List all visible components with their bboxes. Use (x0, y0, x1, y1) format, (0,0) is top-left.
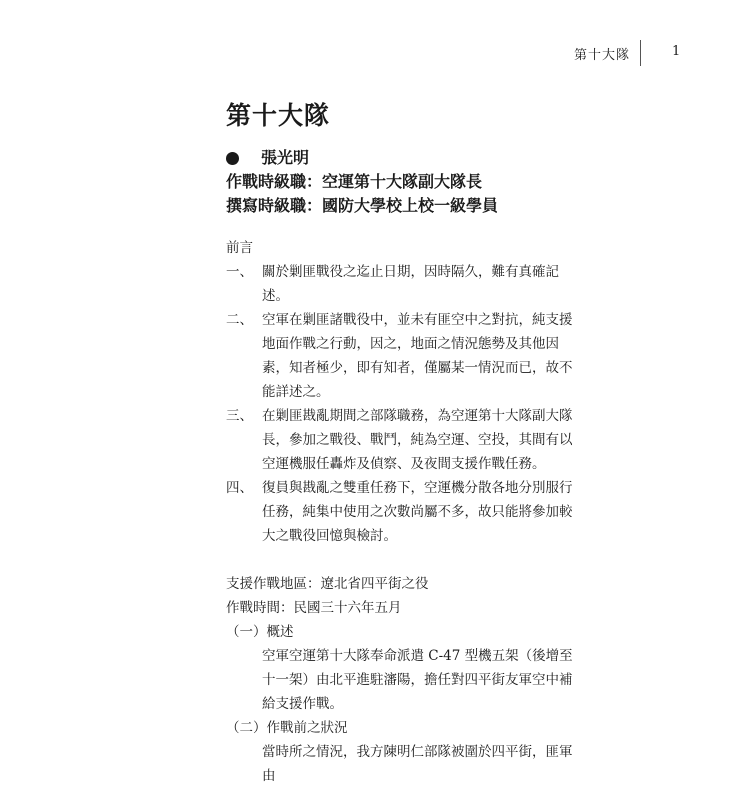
section-spacer (226, 548, 576, 572)
running-head-title: 第十大隊 (573, 48, 630, 63)
section-body: 當時所之情況，我方陳明仁部隊被圍於四平街，匪軍由 (262, 744, 573, 784)
section-body: 空軍空運第十大隊奉命派遣 C-47 型機五架（後增至十一架）由北平進駐瀋陽，擔任對四平街友軍空中補給支援作戰。 (262, 648, 573, 712)
operation-time: 作戰時間：民國三十六年五月 (226, 600, 402, 616)
author-block (226, 146, 498, 218)
item-text: 復員與戡亂之雙重任務下，空運機分散各地分別服行任務，純集中使用之次數尚屬不多，故只能將參加較大之戰役回憶與檢討。 (262, 480, 573, 544)
section-heading: （一）概述 (226, 624, 294, 640)
item-marker: 四、 (226, 480, 253, 496)
preface-item (226, 260, 576, 308)
item-marker: 三、 (226, 408, 253, 424)
author-writing-rank: 撰寫時級職：國防大學校上校一級學員 (226, 196, 499, 215)
preface-item (226, 476, 576, 548)
author-name: 張光明 (261, 148, 310, 167)
author-name-line (226, 146, 498, 170)
preface-heading: 前言 (226, 240, 253, 256)
item-text: 空軍在剿匪諸戰役中，並未有匪空中之對抗，純支援地面作戰之行動，因之，地面之情況態勢及其他因素，知者極少，即有知者，僅屬某一情況而已，故不能詳述之。 (262, 312, 573, 400)
page-number: 1 (672, 44, 681, 59)
bullet-icon (226, 152, 239, 165)
chapter-title: 第十大隊 (226, 101, 331, 130)
body-text (226, 236, 576, 788)
item-text: 在剿匪戡亂期間之部隊職務，為空運第十大隊副大隊長，參加之戰役、戰鬥，純為空運、空投，其間有以空運機服任轟炸及偵察、及夜間支援作戰任務。 (262, 408, 573, 472)
preface-item (226, 308, 576, 404)
operation-area: 支援作戰地區：遼北省四平街之役 (226, 576, 429, 592)
section-heading: （二）作戰前之狀況 (226, 720, 348, 736)
author-wartime-rank: 作戰時級職：空運第十大隊副大隊長 (226, 172, 483, 191)
item-text: 關於剿匪戰役之迄止日期，因時隔久，難有真確記述。 (262, 264, 559, 304)
item-marker: 一、 (226, 264, 253, 280)
header-divider (640, 40, 641, 66)
item-marker: 二、 (226, 312, 253, 328)
preface-item (226, 404, 576, 476)
